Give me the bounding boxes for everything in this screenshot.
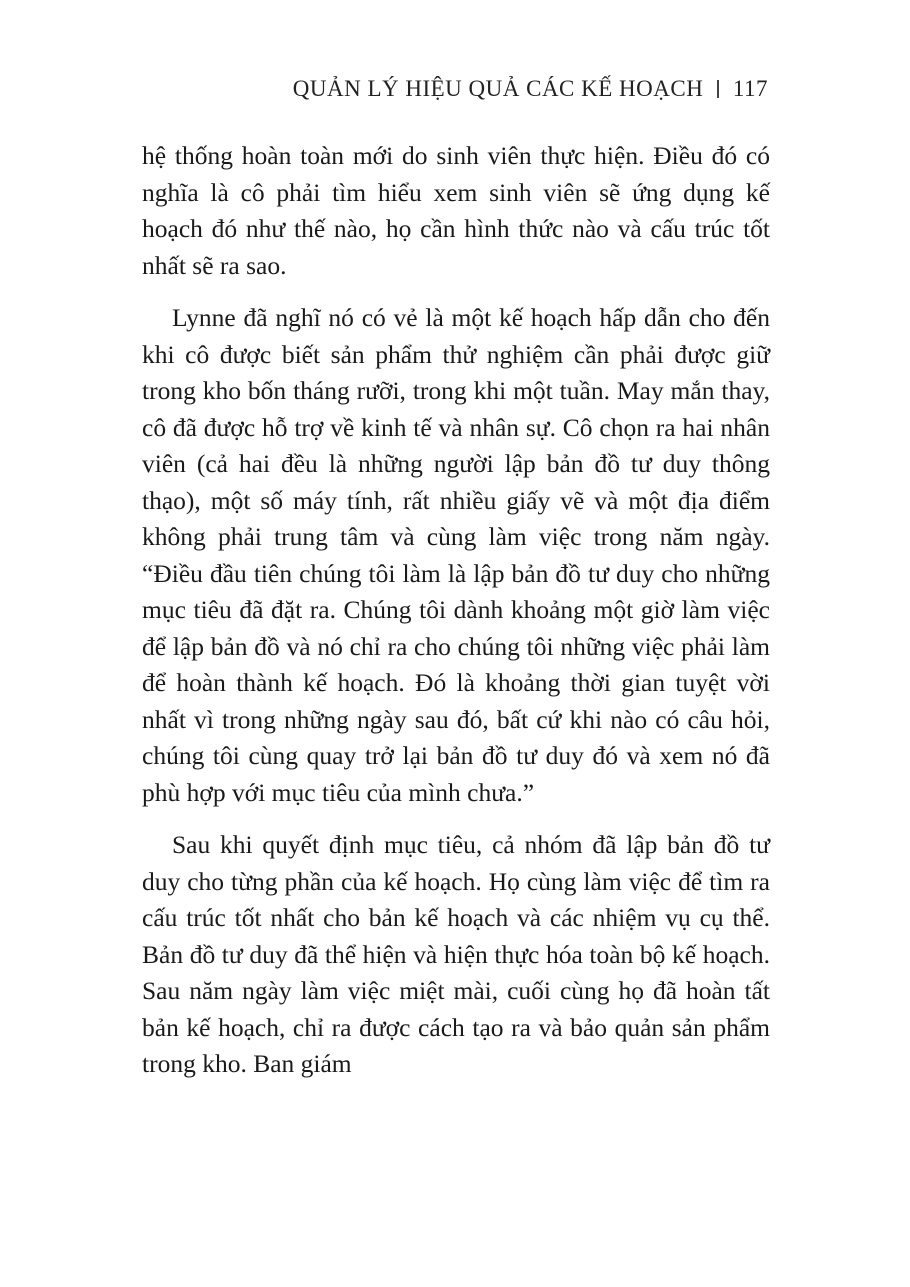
body-text bbox=[142, 138, 770, 1099]
page-number: 117 bbox=[732, 76, 768, 101]
chapter-title: QUẢN LÝ HIỆU QUẢ CÁC KẾ HOẠCH bbox=[292, 76, 704, 101]
paragraph: hệ thống hoàn toàn mới do sinh viên thực hiện. Điều đó có nghĩa là cô phải tìm hiểu xem sinh viên sẽ ứng dụng kế hoạch đó như thế nào, họ cần hình thức nào và cấu trúc tốt nhất sẽ ra sao. bbox=[142, 141, 770, 280]
paragraph: Sau khi quyết định mục tiêu, cả nhóm đã lập bản đồ tư duy cho từng phần của kế hoạch. Họ cùng làm việc để tìm ra cấu trúc tốt nhất cho bản kế hoạch và các nhiệm vụ cụ thể. Bản đồ tư duy đã thể hiện và hiện thực hóa toàn bộ kế hoạch. Sau năm ngày làm việc miệt mài, cuối cùng họ đã hoàn tất bản kế hoạch, chỉ ra được cách tạo ra và bảo quản sản phẩm trong kho. Ban giám bbox=[142, 830, 770, 1078]
paragraph: Lynne đã nghĩ nó có vẻ là một kế hoạch hấp dẫn cho đến khi cô được biết sản phẩm thử nghiệm cần phải được giữ trong kho bốn tháng rưỡi, trong khi một tuần. May mắn thay, cô đã được hỗ trợ về kinh tế và nhân sự. Cô chọn ra hai nhân viên (cả hai đều là những người lập bản đồ tư duy thông thạo), một số máy tính, rất nhiều giấy vẽ và một địa điểm không phải trung tâm và cùng làm việc trong năm ngày. “Điều đầu tiên chúng tôi làm là lập bản đồ tư duy cho những mục tiêu đã đặt ra. Chúng tôi dành khoảng một giờ làm việc để lập bản đồ và nó chỉ ra cho chúng tôi những việc phải làm để hoàn thành kế hoạch. Đó là khoảng thời gian tuyệt vời nhất vì trong những ngày sau đó, bất cứ khi nào có câu hỏi, chúng tôi cùng quay trở lại bản đồ tư duy đó và xem nó đã phù hợp với mục tiêu của mình chưa.” bbox=[142, 303, 770, 807]
header-separator bbox=[717, 80, 719, 98]
running-header bbox=[293, 76, 768, 102]
